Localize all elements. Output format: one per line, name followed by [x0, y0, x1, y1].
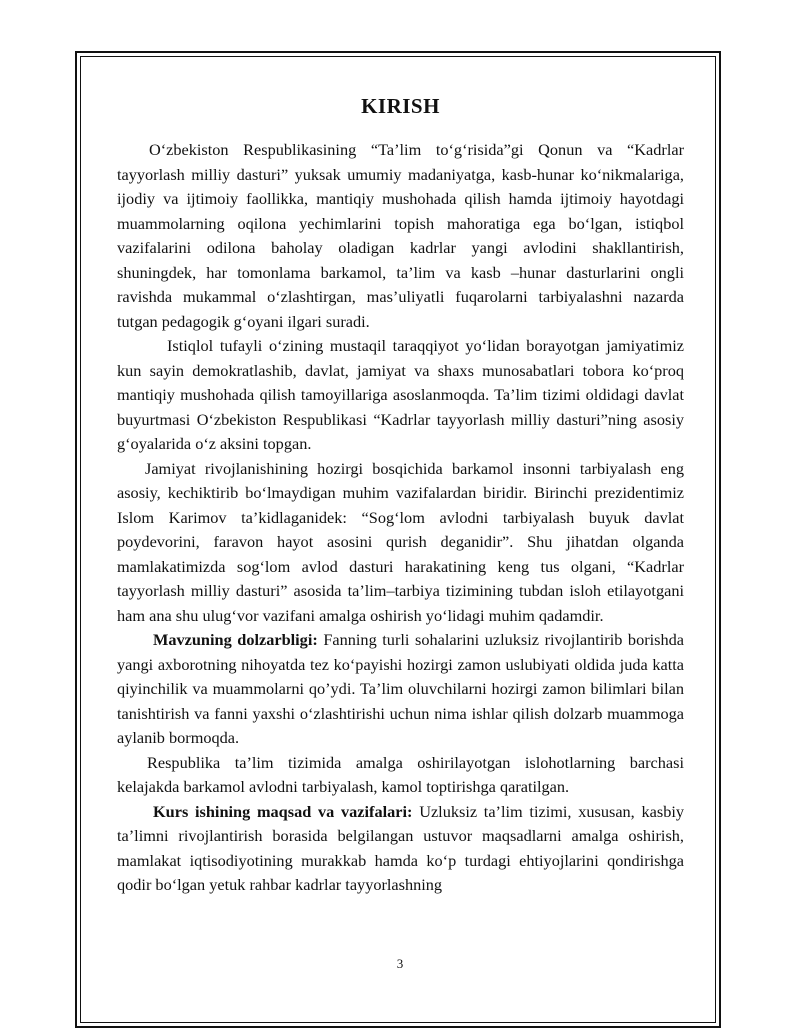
paragraph-independence-text: Istiqlol tufayli o‘zining mustaqil taraqqiyot yo‘lidan borayotgan jamiyatimiz kun sayin demokratlashib, davlat, jamiyat va shaxs munosabatlari tobora ko‘proq mantiqiy mushohada qilish tamoyillariga asoslanmoqda. Ta’lim tizimi oldidagi davlat buyurtmasi O‘zbekiston Respublikasi “Kadrlar tayyorlash milliy dasturi”ning asosiy g‘oyalarida o‘z aksini topgan. — [117, 336, 684, 453]
goals-heading: Kurs ishining maqsad va vazifalari: — [153, 801, 413, 821]
document-body — [117, 92, 684, 898]
paragraph-independence — [117, 334, 684, 457]
paragraph-reforms-text: Respublika ta’lim tizimida amalga oshirilayotgan islohotlarning barchasi kelajakda barkamol avlodni tarbiyalash, kamol toptirishga qaratilgan. — [117, 752, 684, 796]
paragraph-society — [117, 457, 684, 629]
paragraph-intro-text: O‘zbekiston Respublikasining “Ta’lim to‘g‘risida”gi Qonun va “Kadrlar tayyorlash milliy dasturi” yuksak umumiy madaniyatga, kasb-hunar ko‘nikmalariga, ijodiy va ijtimoiy faollikka, mantiqiy mushohada qilish hamda ijtimoiy hayotdagi muammolarning oqilona yechimlarini topish mahoratiga ega bo‘lgan, istiqbol vazifalarini odilona baholay oladigan kadrlar yangi avlodini shakllantirish, shuningdek, har tomonlama barkamol, ta’lim va kasb –hunar dasturlarini ongli ravishda mukammal o‘zlashtirgan, mas’uliyatli fuqarolarni tarbiyalashni nazarda tutgan pedagogik g‘oyani ilgari suradi. — [117, 140, 684, 331]
page-title: KIRISH — [361, 94, 440, 118]
relevance-heading: Mavzuning dolzarbligi: — [153, 630, 318, 649]
paragraph-relevance-text: Fanning turli sohalarini uzluksiz rivojlantirib borishda yangi axborotning nihoyatda tez ko‘payishi hozirgi zamon uslubiyati oldida juda katta qiyinchilik va muammolarni qo’ydi. Ta’lim oluvchilarni hozirgi zamon bilimlari bilan tanishtirish va fanni yaxshi o‘zlashtirishi uchun nima ishlar qilish dolzarb muammoga aylanib bormoqda. — [117, 630, 684, 747]
paragraph-relevance — [117, 628, 684, 751]
paragraph-reforms — [117, 751, 684, 800]
paragraph-intro — [117, 138, 684, 334]
paragraph-goals-text: Uzluksiz ta’lim tizimi, xususan, kasbiy ta’limni rivojlantirish borasida belgilangan ustuvor maqsadlarni amalga oshirish, mamlakat iqtisodiyotining murakkab hamda ko‘p turdagi ehtiyojlarini qondirishga qodir bo‘lgan yetuk rahbar kadrlar tayyorlashning — [117, 801, 684, 894]
page-number: 3 — [396, 956, 404, 971]
paragraph-goals — [117, 800, 684, 898]
paragraph-society-text: Jamiyat rivojlanishining hozirgi bosqichida barkamol insonni tarbiyalash eng asosiy, kechiktirib bo‘lmaydigan muhim vazifalardan biridir. Birinchi prezidentimiz Islom Karimov ta’kidlaganidek: “Sog‘lom avlodni tarbiyalash buyuk davlat poydevorini, faravon hayot asosini qurish deganidir”. Shu jihatdan olganda mamlakatimizda sog‘lom avlod dasturi harakatining keng tus olgani, “Kadrlar tayyorlash milliy dasturi” asosida ta’lim–tarbiya tizimining tubdan isloh etilayotgani ham ana shu ulug‘vor vazifani amalga oshirish yo‘lidagi muhim qadamdir. — [117, 458, 684, 625]
